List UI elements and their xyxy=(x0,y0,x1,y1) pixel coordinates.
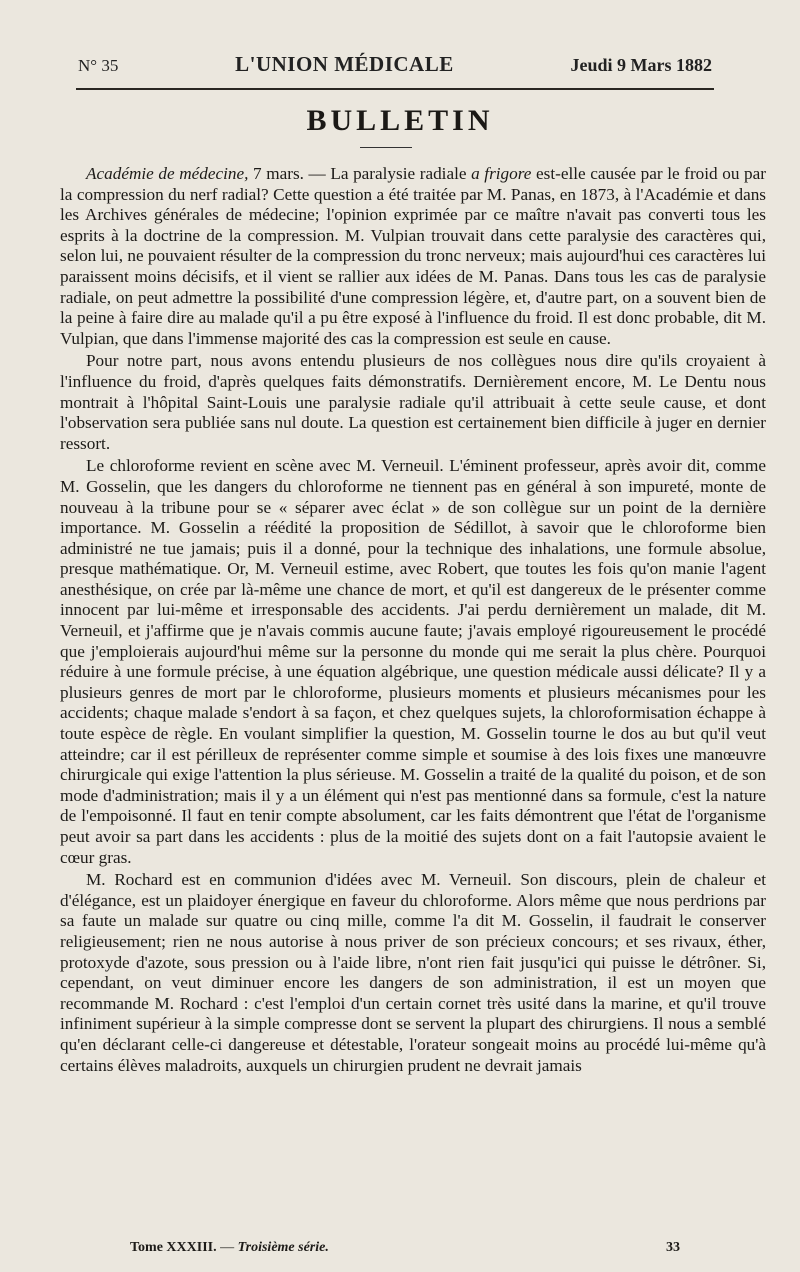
footer-dash: — xyxy=(216,1240,238,1255)
issue-number: N° 35 xyxy=(78,56,119,75)
article-body xyxy=(60,164,766,1076)
page-header xyxy=(78,52,712,86)
paragraph-4-text: M. Rochard est en communion d'idées avec M. Verneuil. Son discours, plein de chaleur et d'élégance, est un plaidoyer énergique en faveur du chloroforme. Alors même que nous perdrions par sa faute un malade sur quatre ou cinq mille, comme l'a dit M. Gosselin, il faudrait le conserver religieusement; rien ne nous autorise à nous priver de son précieux concours; et ses rivaux, éther, protoxyde d'azote, sous pression ou à l'aide libre, n'ont rien fait jusqu'ici qui puisse le détrôner. Si, cependant, on veut diminuer encore les dangers de son administration, il est un moyen que recommande M. Rochard : c'est l'emploi d'un certain cornet très usité dans la marine, et qu'il trouve infiniment supérieur à la simple compresse dont se servent la plupart des chirurgiens. Il nous a semblé qu'en déclarant celle-ci dangereuse et détestable, l'orateur songeait moins au procédé lui-même qu'à certains élèves maladroits, auxquels un chirurgien prudent ne devrait jamais xyxy=(60,870,766,1075)
paragraph-1-text: est-elle causée par le froid ou par la compression du nerf radial? Cette question a été traitée par M. Panas, en 1873, à l'Académie et dans les Archives générales de médecine; l'opinion exprimée par ce maître n'avait pas converti tous les esprits à la doctrine de la compression. M. Vulpian trouvait dans cette paralysie des caractères qui, selon lui, ne pouvaient résulter de la compression du tronc nerveux; mais aujourd'hui ces caractères lui paraissent moins décisifs, et il vient se rallier aux idées de M. Panas. Dans tous les cas de paralysie radiale, on peut admettre la possibilité d'une compression légère, et, d'autre part, on a souvent bien de la peine à faire dire au malade qu'il a pu être exposé à l'influence du froid. Il est donc probable, dit M. Vulpian, que dans l'immense majorité des cas la compression est seule en cause. xyxy=(60,164,766,348)
footer-volume xyxy=(130,1240,329,1256)
footer-tome: Tome XXXIII. xyxy=(130,1240,217,1255)
paragraph-2-text: Pour notre part, nous avons entendu plusieurs de nos collègues nous dire qu'ils croyaient à l'influence du froid, d'après quelques faits démonstratifs. Dernièrement encore, M. Le Dentu nous montrait à l'hôpital Saint-Louis une paralysie radiale qu'il attribuait à cette seule cause, et dont l'observation sera publiée sans nul doute. La question est certainement bien difficile à juger en dernier ressort. xyxy=(60,351,766,453)
header-rule xyxy=(76,88,714,90)
page-number: 33 xyxy=(666,1240,680,1255)
paragraph-2 xyxy=(60,351,766,454)
paragraph-3 xyxy=(60,456,766,868)
section-title: BULLETIN xyxy=(306,104,494,137)
paragraph-4 xyxy=(60,870,766,1076)
paragraph-1-lead: 7 mars. — La paralysie radiale xyxy=(248,164,472,183)
paragraph-1-italic-phrase: a frigore xyxy=(471,164,532,183)
paragraph-1-lead-italic: Académie de médecine, xyxy=(86,164,249,183)
page-footer xyxy=(130,1240,680,1256)
journal-title: L'UNION MÉDICALE xyxy=(235,52,454,76)
paragraph-1 xyxy=(60,164,766,349)
paragraph-3-text: Le chloroforme revient en scène avec M. Verneuil. L'éminent professeur, après avoir dit, comme M. Gosselin, que les dangers du chloroforme ne tiennent pas en général à son impureté, monte de nouveau à la tribune pour se « séparer avec éclat » de son collègue sur un point de la dernière importance. M. Gosselin a réédité la proposition de Sédillot, à savoir que le chloroforme bien administré ne tue jamais; puis il a donné, pour la technique des inhalations, une formule absolue, presque mathématique. Or, M. Verneuil estime, avec Robert, que toutes les fois qu'on manie l'agent anesthésique, on crée par là-même une chance de mort, et qu'il est dangereux de le présenter comme innocent par lui-même et irresponsable des accidents. J'ai perdu dernièrement un malade, dit M. Verneuil, et j'affirme que je n'avais commis aucune faute; j'avais employé rigoureusement le procédé que j'emploierais aujourd'hui même sur la personne du monde qui me serait la plus chère. Pourquoi réduire à une formule précise, à une équation algébrique, une question médicale aussi délicate? Il y a plusieurs genres de mort par le chloroforme, plusieurs moments et plusieurs mécanismes pour les accidents; chaque malade s'endort à sa façon, et chez quelques sujets, la chloroformisation échappe à toute espèce de règle. En voulant simplifier la question, M. Gosselin tourne le dos au but qu'il veut atteindre; car il est périlleux de représenter comme simple et soumise à des lois fixes une manœuvre chirurgicale qui exige l'attention la plus sérieuse. M. Gosselin a traité de la qualité du poison, et de son mode d'administration; mais il y a un élément qui n'est pas mentionné dans sa formule, c'est la nature de l'empoisonné. Il faut en tenir compte absolument, car les faits démontrent que l'état de l'organisme peut avoir sa part dans les accidents : plus de la moitié des sujets dont on a fait l'autopsie avaient le cœur gras. xyxy=(60,456,766,867)
footer-series: Troisième série. xyxy=(237,1240,329,1255)
issue-date: Jeudi 9 Mars 1882 xyxy=(570,55,712,75)
title-rule xyxy=(360,147,412,148)
